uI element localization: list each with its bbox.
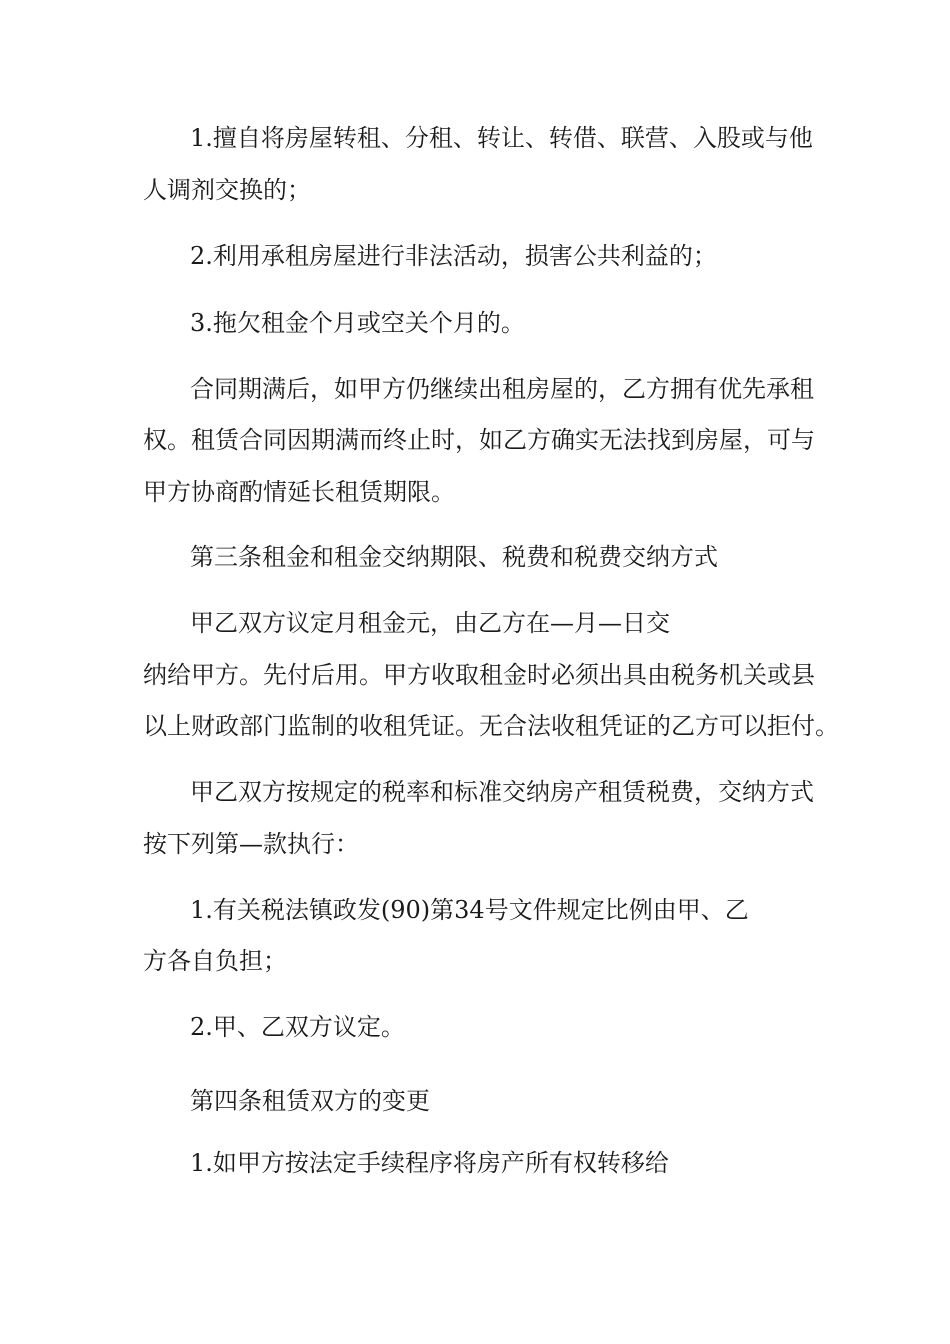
clause-item-2: 2.利用承租房屋进行非法活动，损害公共利益的； xyxy=(190,242,717,270)
rent-paragraph-line-1: 甲乙双方议定月租金元，由乙方在—月—日交 xyxy=(190,609,670,637)
tax-paragraph-line-1: 甲乙双方按规定的税率和标准交纳房产租赁税费，交纳方式 xyxy=(190,778,814,806)
renewal-paragraph-line-2: 权。租赁合同因期满而终止时，如乙方确实无法找到房屋，可与 xyxy=(143,426,815,454)
rent-paragraph-line-3: 以上财政部门监制的收租凭证。无合法收租凭证的乙方可以拒付。 xyxy=(143,712,839,740)
article-4-heading: 第四条租赁双方的变更 xyxy=(190,1087,430,1115)
renewal-paragraph-line-3: 甲方协商酌情延长租赁期限。 xyxy=(143,478,455,506)
clause-item-1-line-2: 人调剂交换的； xyxy=(143,176,311,204)
rent-paragraph-line-2: 纳给甲方。先付后用。甲方收取租金时必须出具由税务机关或县 xyxy=(143,661,815,689)
tax-item-1-line-1: 1.有关税法镇政发(90)第34号文件规定比例由甲、乙 xyxy=(190,896,749,924)
clause-item-3: 3.拖欠租金个月或空关个月的。 xyxy=(190,309,525,337)
article-3-heading: 第三条租金和租金交纳期限、税费和税费交纳方式 xyxy=(190,543,718,571)
tax-item-1-line-2: 方各自负担； xyxy=(143,947,287,975)
clause-item-1-line-1: 1.擅自将房屋转租、分租、转让、转借、联营、入股或与他 xyxy=(190,124,813,152)
tax-paragraph-line-2: 按下列第—款执行： xyxy=(143,830,359,858)
renewal-paragraph-line-1: 合同期满后，如甲方仍继续出租房屋的，乙方拥有优先承租 xyxy=(190,375,814,403)
tax-item-2: 2.甲、乙双方议定。 xyxy=(190,1013,405,1041)
change-item-1: 1.如甲方按法定手续程序将房产所有权转移给 xyxy=(190,1149,669,1177)
